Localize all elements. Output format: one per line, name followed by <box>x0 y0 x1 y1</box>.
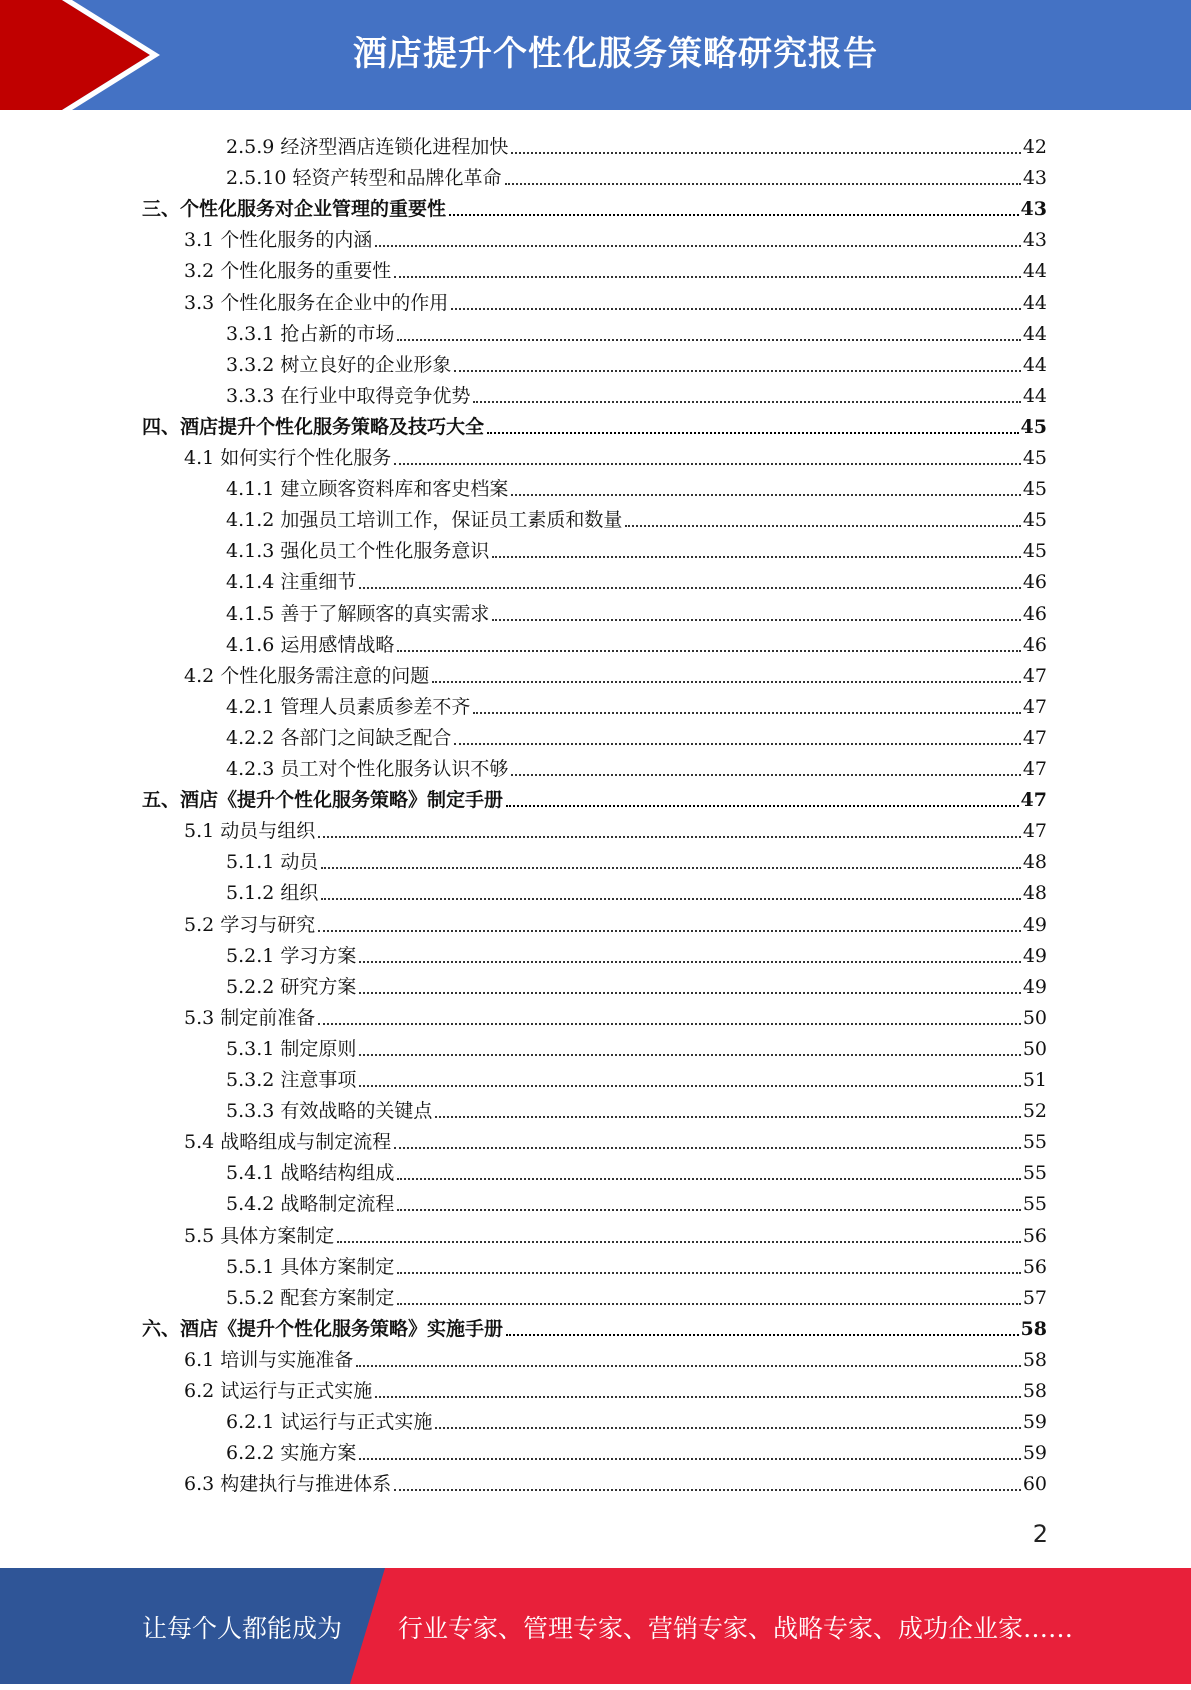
toc-entry-title: 动员与组织 <box>220 820 316 843</box>
toc-entry-page: 56 <box>1022 1224 1047 1247</box>
toc-entry[interactable] <box>184 999 1047 1030</box>
toc-leader-dots <box>394 463 1021 465</box>
toc-entry-title: 研究方案 <box>280 975 357 998</box>
toc-entry-title: 如何实行个性化服务 <box>220 447 392 469</box>
toc-entry-number: 4.2.2 <box>226 726 275 749</box>
toc-entry[interactable] <box>142 190 1047 221</box>
page-number: 2 <box>1032 1520 1048 1548</box>
toc-entry-title: 管理人员素质参差不齐 <box>280 695 471 718</box>
toc-entry-page: 43 <box>1022 229 1047 252</box>
toc-leader-dots <box>318 930 1021 932</box>
toc-entry-page: 48 <box>1022 882 1047 905</box>
toc-entry-title: 战略组成与制定流程 <box>220 1131 392 1154</box>
toc-entry-title: 五、酒店《提升个性化服务策略》制定手册 <box>142 789 504 812</box>
toc-entry[interactable] <box>226 968 1047 999</box>
toc-entry-number: 5.4.1 <box>226 1162 275 1185</box>
toc-entry[interactable] <box>226 1185 1047 1216</box>
toc-leader-dots <box>397 1209 1020 1211</box>
toc-entry-page: 60 <box>1022 1473 1047 1496</box>
toc-entry-title: 注意事项 <box>280 1069 357 1091</box>
toc-entry-page: 59 <box>1022 1442 1047 1465</box>
toc-entry-title: 建立顾客资料库和客史档案 <box>280 478 509 501</box>
toc-entry-number: 3.3.3 <box>226 384 275 407</box>
toc-entry-number: 6.2 <box>184 1380 215 1402</box>
toc-entry-number: 3.3.1 <box>226 322 275 345</box>
toc-entry-title: 强化员工个性化服务意识 <box>280 540 490 563</box>
toc-entry-title: 个性化服务需注意的问题 <box>220 664 430 687</box>
toc-entry-title: 抢占新的市场 <box>280 322 395 345</box>
toc-leader-dots <box>397 650 1020 652</box>
toc-leader-dots <box>321 867 1020 869</box>
toc-entry-number: 4.1.3 <box>226 540 275 563</box>
toc-leader-dots <box>505 183 1021 185</box>
toc-entry[interactable] <box>226 595 1047 626</box>
toc-leader-dots <box>432 681 1021 683</box>
toc-entry-title: 个性化服务的重要性 <box>220 260 392 283</box>
toc-entry-page: 45 <box>1022 509 1047 532</box>
toc-leader-dots <box>473 712 1020 714</box>
toc-entry[interactable] <box>226 626 1047 657</box>
toc-leader-dots <box>397 1272 1020 1274</box>
toc-entry-title: 配套方案制定 <box>280 1286 395 1309</box>
toc-entry-title: 试运行与正式实施 <box>220 1380 373 1402</box>
toc-entry[interactable] <box>226 1154 1047 1185</box>
toc-entry[interactable] <box>226 470 1047 501</box>
toc-entry[interactable] <box>226 501 1047 532</box>
toc-entry[interactable] <box>226 874 1047 905</box>
toc-entry-title: 具体方案制定 <box>220 1224 335 1247</box>
toc-entry-number: 4.1.5 <box>226 602 275 625</box>
toc-entry-page: 58 <box>1020 1317 1047 1340</box>
toc-entry[interactable] <box>226 1092 1047 1123</box>
toc-entry-page: 56 <box>1022 1255 1047 1278</box>
toc-entry-number: 4.2.1 <box>226 695 275 718</box>
toc-entry-page: 57 <box>1022 1286 1047 1309</box>
toc-entry[interactable] <box>226 159 1047 190</box>
toc-entry-title: 运用感情战略 <box>280 633 395 656</box>
toc-entry-page: 47 <box>1022 820 1047 843</box>
toc-entry-page: 49 <box>1022 975 1047 998</box>
toc-entry-page: 49 <box>1022 913 1047 936</box>
toc-leader-dots <box>397 339 1020 341</box>
toc-entry-title: 注重细节 <box>280 571 357 594</box>
page-footer <box>0 1568 1191 1684</box>
toc-entry-page: 55 <box>1022 1162 1047 1185</box>
toc-entry-title: 善于了解顾客的真实需求 <box>280 602 490 625</box>
toc-entry-number: 5.3.3 <box>226 1100 275 1123</box>
toc-entry[interactable] <box>142 781 1047 812</box>
toc-entry-page: 55 <box>1022 1131 1047 1154</box>
toc-entry-title: 实施方案 <box>280 1442 357 1465</box>
page-title: 酒店提升个性化服务策略研究报告 <box>353 34 878 74</box>
toc-leader-dots <box>394 1147 1021 1149</box>
toc-entry-number: 4.1.4 <box>226 571 275 594</box>
toc-entry-page: 44 <box>1022 353 1047 376</box>
toc-entry-page: 46 <box>1022 571 1047 594</box>
toc-entry[interactable] <box>184 284 1047 315</box>
toc-entry[interactable] <box>226 532 1047 563</box>
toc-entry-number: 5.3.2 <box>226 1069 275 1091</box>
toc-entry-page: 50 <box>1022 1037 1047 1060</box>
toc-entry[interactable] <box>226 1403 1047 1434</box>
toc-entry-page: 58 <box>1022 1380 1047 1402</box>
toc-entry[interactable] <box>226 843 1047 874</box>
toc-leader-dots <box>337 1241 1021 1243</box>
toc-leader-dots <box>359 587 1020 589</box>
toc-entry-page: 44 <box>1022 322 1047 345</box>
toc-entry-title: 轻资产转型和品牌化革命 <box>292 167 502 190</box>
toc-entry-number: 4.1 <box>184 447 215 469</box>
toc-leader-dots <box>359 992 1020 994</box>
toc-entry[interactable] <box>142 408 1047 439</box>
toc-entry-title: 有效战略的关键点 <box>280 1100 433 1123</box>
toc-entry-title: 培训与实施准备 <box>220 1348 354 1371</box>
toc-entry-title: 试运行与正式实施 <box>280 1411 433 1434</box>
toc-leader-dots <box>435 1116 1020 1118</box>
toc-entry[interactable] <box>226 719 1047 750</box>
toc-leader-dots <box>451 308 1021 310</box>
toc-entry[interactable] <box>184 1465 1047 1496</box>
toc-entry-title: 树立良好的企业形象 <box>280 353 452 376</box>
toc-entry-page: 47 <box>1022 695 1047 718</box>
toc-entry[interactable] <box>184 1341 1047 1372</box>
toc-leader-dots <box>375 1396 1021 1398</box>
toc-entry[interactable] <box>226 377 1047 408</box>
toc-entry-number: 5.5.1 <box>226 1255 275 1278</box>
toc-leader-dots <box>394 276 1021 278</box>
toc-entry-page: 45 <box>1022 447 1047 469</box>
toc-leader-dots <box>454 370 1020 372</box>
toc-entry-title: 具体方案制定 <box>280 1255 395 1278</box>
toc-entry[interactable] <box>142 1310 1047 1341</box>
toc-entry-number: 3.3.2 <box>226 353 275 376</box>
toc-leader-dots <box>435 1427 1020 1429</box>
toc-entry[interactable] <box>226 1061 1047 1092</box>
footer-slogan-right: 行业专家、管理专家、营销专家、战略专家、成功企业家…… <box>398 1614 1074 1643</box>
toc-leader-dots <box>375 245 1021 247</box>
toc-entry-title: 各部门之间缺乏配合 <box>280 726 452 749</box>
toc-entry[interactable] <box>226 1248 1047 1279</box>
toc-leader-dots <box>397 1178 1020 1180</box>
toc-leader-dots <box>511 152 1020 154</box>
toc-entry[interactable] <box>184 439 1047 470</box>
toc-leader-dots <box>321 898 1020 900</box>
toc-entry[interactable] <box>226 688 1047 719</box>
toc-entry-page: 46 <box>1022 633 1047 656</box>
toc-entry-title: 战略制定流程 <box>280 1193 395 1216</box>
toc-entry[interactable] <box>226 937 1047 968</box>
toc-leader-dots <box>473 401 1020 403</box>
toc-leader-dots <box>449 214 1019 216</box>
toc-entry[interactable] <box>184 812 1047 843</box>
toc-entry[interactable] <box>184 1372 1047 1403</box>
toc-entry-title: 在行业中取得竞争优势 <box>280 384 471 407</box>
toc-entry-title: 六、酒店《提升个性化服务策略》实施手册 <box>142 1317 504 1340</box>
toc-leader-dots <box>487 432 1019 434</box>
toc-entry-page: 47 <box>1022 664 1047 687</box>
toc-leader-dots <box>506 1334 1019 1336</box>
toc-entry[interactable] <box>226 1434 1047 1465</box>
page-header <box>0 0 1191 110</box>
toc-entry-title: 员工对个性化服务认识不够 <box>280 758 509 780</box>
toc-leader-dots <box>511 494 1020 496</box>
toc-entry-page: 43 <box>1020 198 1047 221</box>
toc-leader-dots <box>318 1023 1021 1025</box>
toc-entry-page: 47 <box>1022 758 1047 780</box>
toc-entry[interactable] <box>184 1123 1047 1154</box>
toc-entry-number: 5.1 <box>184 820 215 843</box>
toc-entry-number: 5.4 <box>184 1131 215 1154</box>
toc-leader-dots <box>506 805 1019 807</box>
toc-entry-number: 5.2 <box>184 913 215 936</box>
toc-entry-number: 5.1.1 <box>226 851 275 874</box>
toc-entry-page: 52 <box>1022 1100 1047 1123</box>
toc-entry[interactable] <box>184 1217 1047 1248</box>
toc-entry-page: 59 <box>1022 1411 1047 1434</box>
toc-leader-dots <box>359 1054 1020 1056</box>
toc-entry-title: 战略结构组成 <box>280 1162 395 1185</box>
toc-entry-title: 组织 <box>280 882 319 905</box>
toc-entry-page: 48 <box>1022 851 1047 874</box>
toc-entry-title: 学习方案 <box>280 944 357 967</box>
toc-entry-number: 5.4.2 <box>226 1193 275 1216</box>
toc-entry-number: 5.3 <box>184 1006 215 1029</box>
toc-entry-page: 45 <box>1020 415 1047 438</box>
toc-entry-number: 4.1.2 <box>226 509 275 532</box>
toc-entry-page: 44 <box>1022 260 1047 283</box>
toc-entry[interactable] <box>226 1279 1047 1310</box>
toc-entry-title: 构建执行与推进体系 <box>220 1473 392 1496</box>
toc-entry[interactable] <box>226 750 1047 781</box>
toc-entry-number: 4.2 <box>184 664 215 687</box>
toc-entry[interactable] <box>184 252 1047 283</box>
toc-entry-title: 制定原则 <box>280 1037 357 1060</box>
footer-slogan-left: 让每个人都能成为 <box>142 1614 343 1643</box>
toc-entry-page: 44 <box>1022 384 1047 407</box>
toc-leader-dots <box>511 774 1020 776</box>
toc-entry-number: 6.3 <box>184 1473 215 1496</box>
toc-entry-page: 47 <box>1022 726 1047 749</box>
toc-entry-title: 四、酒店提升个性化服务策略及技巧大全 <box>142 415 485 438</box>
toc-entry-page: 58 <box>1022 1348 1047 1371</box>
toc-entry-number: 3.3 <box>184 291 215 314</box>
toc-entry-number: 6.2.1 <box>226 1411 275 1434</box>
toc-entry-title: 个性化服务的内涵 <box>220 229 373 252</box>
toc-leader-dots <box>318 836 1021 838</box>
toc-entry-number: 5.3.1 <box>226 1037 275 1060</box>
toc-entry-page: 43 <box>1022 167 1047 190</box>
toc-entry-number: 5.1.2 <box>226 882 275 905</box>
toc-leader-dots <box>359 1085 1020 1087</box>
toc-entry-number: 3.1 <box>184 229 215 252</box>
toc-entry-page: 51 <box>1022 1069 1047 1091</box>
toc-leader-dots <box>359 1458 1020 1460</box>
toc-entry[interactable] <box>184 657 1047 688</box>
toc-entry-page: 45 <box>1022 478 1047 501</box>
toc-entry[interactable] <box>226 128 1047 159</box>
toc-entry-page: 49 <box>1022 944 1047 967</box>
toc-entry-title: 经济型酒店连锁化进程加快 <box>280 136 509 158</box>
toc-entry-page: 45 <box>1022 540 1047 563</box>
toc-entry-title: 三、个性化服务对企业管理的重要性 <box>142 198 447 221</box>
toc-entry-number: 3.2 <box>184 260 215 283</box>
toc-entry[interactable] <box>226 563 1047 594</box>
toc-entry-number: 2.5.9 <box>226 136 275 158</box>
toc-leader-dots <box>359 961 1020 963</box>
toc-entry-page: 55 <box>1022 1193 1047 1216</box>
toc-entry-number: 6.1 <box>184 1348 215 1371</box>
toc-entry-page: 44 <box>1022 291 1047 314</box>
toc-entry-number: 4.1.1 <box>226 478 275 501</box>
toc-entry-number: 5.5 <box>184 1224 215 1247</box>
toc-entry[interactable] <box>184 906 1047 937</box>
toc-entry-number: 6.2.2 <box>226 1442 275 1465</box>
toc-entry-page: 50 <box>1022 1006 1047 1029</box>
toc-leader-dots <box>492 556 1020 558</box>
toc-leader-dots <box>397 1303 1020 1305</box>
toc-entry-title: 制定前准备 <box>220 1006 316 1029</box>
toc-entry[interactable] <box>226 1030 1047 1061</box>
toc-entry-number: 5.2.2 <box>226 975 275 998</box>
toc-entry-title: 动员 <box>280 851 319 874</box>
toc-leader-dots <box>356 1365 1021 1367</box>
toc-entry[interactable] <box>226 315 1047 346</box>
toc-entry-number: 2.5.10 <box>226 167 287 190</box>
toc-entry-number: 5.5.2 <box>226 1286 275 1309</box>
toc-leader-dots <box>394 1489 1021 1491</box>
toc-entry-page: 42 <box>1022 136 1047 158</box>
toc-entry-title: 学习与研究 <box>220 913 316 936</box>
toc-entry-title: 加强员工培训工作，保证员工素质和数量 <box>280 509 623 532</box>
toc-entry[interactable] <box>184 221 1047 252</box>
toc-entry-page: 47 <box>1020 789 1047 812</box>
toc-leader-dots <box>625 525 1020 527</box>
toc-entry-number: 4.1.6 <box>226 633 275 656</box>
toc-leader-dots <box>492 619 1020 621</box>
toc-leader-dots <box>454 743 1020 745</box>
toc-entry-title: 个性化服务在企业中的作用 <box>220 291 449 314</box>
toc-entry[interactable] <box>226 346 1047 377</box>
toc-entry-number: 4.2.3 <box>226 758 275 780</box>
toc-entry-page: 46 <box>1022 602 1047 625</box>
toc-entry-number: 5.2.1 <box>226 944 275 967</box>
